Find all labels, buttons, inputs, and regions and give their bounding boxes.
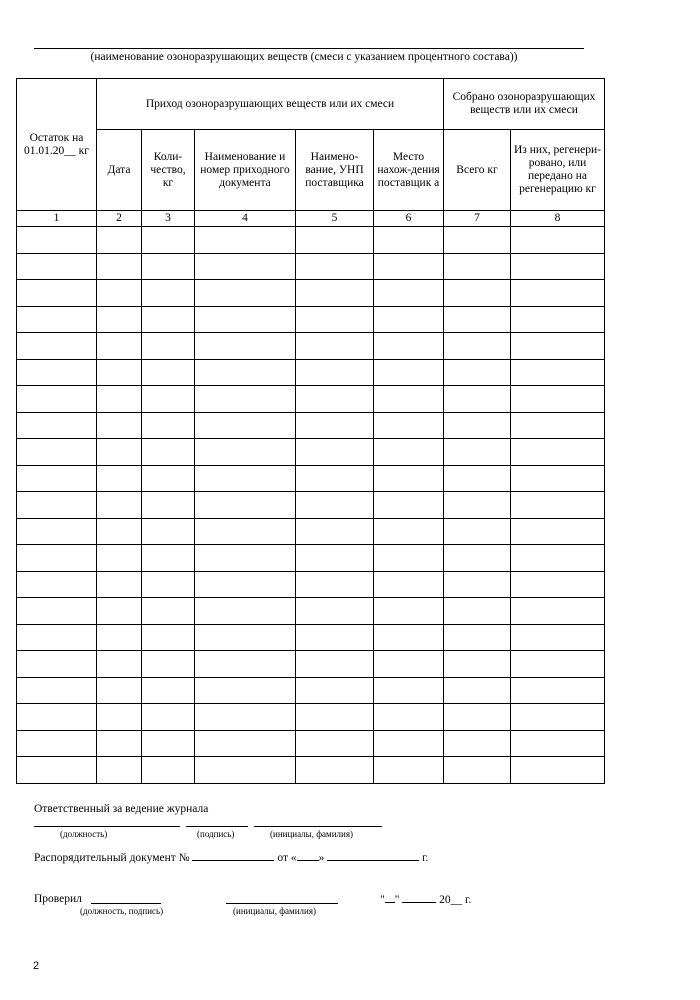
table-cell[interactable] [296, 651, 374, 678]
header-income-group: Приход озоноразрушающих веществ или их смеси [97, 79, 444, 130]
table-row [17, 227, 605, 254]
table-cell[interactable] [142, 624, 195, 651]
table-cell[interactable] [97, 253, 142, 280]
table-cell[interactable] [195, 386, 296, 413]
substance-name-line [34, 48, 584, 49]
table-row [17, 439, 605, 466]
initials-caption: (инициалы, фамилия) [270, 829, 353, 839]
table-cell[interactable] [142, 757, 195, 784]
table-row [17, 359, 605, 386]
table-cell[interactable] [374, 465, 444, 492]
table-cell[interactable] [511, 651, 605, 678]
table-cell[interactable] [142, 227, 195, 254]
table-cell[interactable] [195, 518, 296, 545]
table-cell[interactable] [511, 306, 605, 333]
table-cell[interactable] [97, 651, 142, 678]
table-cell[interactable] [195, 545, 296, 572]
table-cell[interactable] [511, 492, 605, 519]
table-cell[interactable] [142, 677, 195, 704]
column-number: 7 [444, 211, 511, 227]
table-cell[interactable] [97, 439, 142, 466]
table-cell[interactable] [444, 492, 511, 519]
table-cell[interactable] [511, 439, 605, 466]
table-cell[interactable] [296, 704, 374, 731]
table-cell[interactable] [142, 518, 195, 545]
table-cell[interactable] [511, 545, 605, 572]
order-from-label: от « [277, 852, 297, 864]
table-cell[interactable] [374, 386, 444, 413]
date-open-quote: " [380, 894, 385, 906]
table-cell[interactable] [97, 598, 142, 625]
table-cell[interactable] [17, 333, 97, 360]
table-cell[interactable] [374, 651, 444, 678]
table-row [17, 704, 605, 731]
table-cell[interactable] [511, 624, 605, 651]
table-cell[interactable] [511, 598, 605, 625]
table-cell[interactable] [444, 333, 511, 360]
table-cell[interactable] [17, 624, 97, 651]
header-regenerated: Из них, регенери-ровано, или передано на регенерацию кг [511, 130, 605, 211]
table-cell[interactable] [444, 624, 511, 651]
table-cell[interactable] [195, 227, 296, 254]
table-cell[interactable] [195, 280, 296, 307]
table-cell[interactable] [511, 280, 605, 307]
header-quantity: Коли-чество, кг [142, 130, 195, 211]
position-caption: (должность) [60, 829, 108, 839]
table-cell[interactable] [195, 730, 296, 757]
table-cell[interactable] [374, 677, 444, 704]
table-cell[interactable] [374, 306, 444, 333]
header-total: Всего кг [444, 130, 511, 211]
table-cell[interactable] [511, 571, 605, 598]
table-row [17, 465, 605, 492]
table-cell[interactable] [142, 439, 195, 466]
table-cell[interactable] [17, 598, 97, 625]
date-close-quote: " [394, 894, 400, 906]
table-cell[interactable] [195, 757, 296, 784]
table-cell[interactable] [97, 677, 142, 704]
order-number-blank[interactable] [192, 850, 274, 861]
table-cell[interactable] [296, 545, 374, 572]
table-cell[interactable] [374, 598, 444, 625]
table-cell[interactable] [296, 624, 374, 651]
column-number: 5 [296, 211, 374, 227]
table-cell[interactable] [374, 624, 444, 651]
table-cell[interactable] [195, 492, 296, 519]
table-cell[interactable] [195, 359, 296, 386]
table-cell[interactable] [374, 412, 444, 439]
header-date: Дата [97, 130, 142, 211]
table-cell[interactable] [142, 465, 195, 492]
table-cell[interactable] [17, 386, 97, 413]
table-cell[interactable] [142, 359, 195, 386]
table-cell[interactable] [511, 704, 605, 731]
table-cell[interactable] [511, 359, 605, 386]
table-cell[interactable] [444, 412, 511, 439]
position-blank[interactable] [34, 816, 180, 827]
table-cell[interactable] [444, 704, 511, 731]
table-cell[interactable] [296, 492, 374, 519]
responsible-label: Ответственный за ведение журнала [34, 803, 209, 815]
table-row [17, 651, 605, 678]
table-cell[interactable] [374, 545, 444, 572]
table-cell[interactable] [17, 651, 97, 678]
table-cell[interactable] [444, 730, 511, 757]
table-cell[interactable] [97, 306, 142, 333]
table-cell[interactable] [444, 571, 511, 598]
table-cell[interactable] [444, 677, 511, 704]
table-row [17, 412, 605, 439]
column-number: 2 [97, 211, 142, 227]
table-cell[interactable] [296, 757, 374, 784]
table-cell[interactable] [296, 412, 374, 439]
table-cell[interactable] [195, 704, 296, 731]
table-cell[interactable] [17, 412, 97, 439]
column-number: 3 [142, 211, 195, 227]
table-cell[interactable] [511, 227, 605, 254]
table-cell[interactable] [97, 465, 142, 492]
table-cell[interactable] [296, 280, 374, 307]
table-cell[interactable] [296, 598, 374, 625]
table-row [17, 730, 605, 757]
table-cell[interactable] [17, 677, 97, 704]
table-cell[interactable] [511, 412, 605, 439]
checked-initials-blank[interactable] [226, 893, 338, 904]
table-cell[interactable] [97, 704, 142, 731]
table-cell[interactable] [374, 333, 444, 360]
table-cell[interactable] [444, 359, 511, 386]
table-cell[interactable] [142, 253, 195, 280]
header-collected-group: Собрано озоноразрушающих веществ или их смеси [444, 79, 605, 130]
column-numbers-row [17, 211, 605, 227]
table-cell[interactable] [17, 280, 97, 307]
table-row [17, 492, 605, 519]
table-cell[interactable] [97, 730, 142, 757]
table-cell[interactable] [374, 571, 444, 598]
table-cell[interactable] [511, 677, 605, 704]
table-cell[interactable] [296, 333, 374, 360]
table-cell[interactable] [97, 518, 142, 545]
table-cell[interactable] [142, 545, 195, 572]
table-cell[interactable] [142, 704, 195, 731]
table-cell[interactable] [444, 757, 511, 784]
table-cell[interactable] [195, 651, 296, 678]
header-location: Место нахож-дения поставщик а [374, 130, 444, 211]
table-cell[interactable] [17, 306, 97, 333]
table-cell[interactable] [296, 359, 374, 386]
table-cell[interactable] [374, 439, 444, 466]
table-cell[interactable] [17, 730, 97, 757]
table-cell[interactable] [17, 227, 97, 254]
table-cell[interactable] [444, 598, 511, 625]
table-row [17, 386, 605, 413]
order-day-blank[interactable] [297, 850, 319, 861]
table-row [17, 598, 605, 625]
table-cell[interactable] [97, 412, 142, 439]
table-cell[interactable] [17, 545, 97, 572]
table-cell[interactable] [142, 571, 195, 598]
column-number: 4 [195, 211, 296, 227]
table-cell[interactable] [511, 253, 605, 280]
table-cell[interactable] [374, 492, 444, 519]
table-cell[interactable] [374, 359, 444, 386]
table-cell[interactable] [97, 624, 142, 651]
table-row [17, 280, 605, 307]
table-cell[interactable] [195, 333, 296, 360]
table-cell[interactable] [97, 359, 142, 386]
checked-initials-caption: (инициалы, фамилия) [233, 906, 316, 916]
table-row [17, 333, 605, 360]
table-cell[interactable] [444, 465, 511, 492]
checked-label: Проверил [34, 893, 82, 905]
table-row [17, 757, 605, 784]
table-cell[interactable] [97, 227, 142, 254]
order-document-label: Распорядительный документ № [34, 852, 190, 864]
table-cell[interactable] [17, 704, 97, 731]
table-cell[interactable] [374, 757, 444, 784]
table-cell[interactable] [296, 439, 374, 466]
table-cell[interactable] [97, 571, 142, 598]
table-cell[interactable] [511, 386, 605, 413]
journal-table [16, 78, 605, 784]
table-cell[interactable] [444, 518, 511, 545]
table-cell[interactable] [97, 333, 142, 360]
table-cell[interactable] [97, 492, 142, 519]
table-cell[interactable] [444, 386, 511, 413]
date-day-blank[interactable] [385, 892, 395, 903]
order-year-label: г. [422, 852, 429, 864]
table-row [17, 253, 605, 280]
order-document-line [34, 850, 428, 865]
table-cell[interactable] [195, 624, 296, 651]
table-cell[interactable] [97, 757, 142, 784]
table-cell[interactable] [17, 439, 97, 466]
page-number: 2 [33, 960, 40, 972]
header-document: Наименование и номер приходного документа [195, 130, 296, 211]
table-cell[interactable] [374, 730, 444, 757]
table-cell[interactable] [195, 571, 296, 598]
table-cell[interactable] [17, 465, 97, 492]
checked-position-caption: (должность, подпись) [80, 906, 164, 916]
table-cell[interactable] [296, 253, 374, 280]
table-cell[interactable] [97, 280, 142, 307]
table-cell[interactable] [142, 492, 195, 519]
table-cell[interactable] [296, 730, 374, 757]
table-cell[interactable] [296, 465, 374, 492]
table-row [17, 545, 605, 572]
table-cell[interactable] [374, 704, 444, 731]
column-number: 6 [374, 211, 444, 227]
header-balance: Остаток на 01.01.20__ кг [17, 79, 97, 211]
table-row [17, 571, 605, 598]
table-cell[interactable] [296, 677, 374, 704]
table-row [17, 624, 605, 651]
table-cell[interactable] [97, 545, 142, 572]
table-cell[interactable] [142, 730, 195, 757]
table-cell[interactable] [195, 677, 296, 704]
initials-blank[interactable] [254, 816, 382, 827]
table-cell[interactable] [142, 412, 195, 439]
date-year-label: 20__ г. [439, 894, 472, 906]
table-cell[interactable] [444, 545, 511, 572]
table-cell[interactable] [296, 518, 374, 545]
table-cell[interactable] [142, 306, 195, 333]
table-cell[interactable] [142, 280, 195, 307]
table-cell[interactable] [444, 651, 511, 678]
table-cell[interactable] [195, 465, 296, 492]
header-supplier: Наимено-вание, УНП поставщика [296, 130, 374, 211]
table-cell[interactable] [142, 651, 195, 678]
table-cell[interactable] [195, 439, 296, 466]
table-cell[interactable] [444, 280, 511, 307]
table-cell[interactable] [142, 386, 195, 413]
table-cell[interactable] [17, 359, 97, 386]
table-cell[interactable] [511, 757, 605, 784]
table-cell[interactable] [374, 280, 444, 307]
table-cell[interactable] [17, 253, 97, 280]
table-cell[interactable] [511, 730, 605, 757]
table-cell[interactable] [97, 386, 142, 413]
order-close-quote: » [318, 852, 325, 864]
signature-caption: (подпись) [197, 829, 235, 839]
column-number: 1 [17, 211, 97, 227]
table-row [17, 518, 605, 545]
table-cell[interactable] [374, 518, 444, 545]
table-cell[interactable] [296, 386, 374, 413]
table-cell[interactable] [296, 571, 374, 598]
table-cell[interactable] [17, 757, 97, 784]
table-cell[interactable] [142, 333, 195, 360]
table-cell[interactable] [296, 227, 374, 254]
table-cell[interactable] [142, 598, 195, 625]
table-cell[interactable] [296, 306, 374, 333]
table-cell[interactable] [511, 518, 605, 545]
checked-date-line [380, 892, 471, 907]
table-cell[interactable] [444, 227, 511, 254]
table-cell[interactable] [195, 412, 296, 439]
table-cell[interactable] [511, 333, 605, 360]
table-cell[interactable] [17, 518, 97, 545]
table-cell[interactable] [511, 465, 605, 492]
order-month-blank[interactable] [327, 850, 419, 861]
column-number: 8 [511, 211, 605, 227]
table-cell[interactable] [195, 306, 296, 333]
table-cell[interactable] [195, 253, 296, 280]
table-row [17, 306, 605, 333]
substance-caption: (наименование озоноразрушающих веществ (смеси с указанием процентного состава)) [90, 51, 518, 63]
table-cell[interactable] [444, 253, 511, 280]
table-cell[interactable] [374, 227, 444, 254]
table-cell[interactable] [195, 598, 296, 625]
table-cell[interactable] [444, 306, 511, 333]
table-cell[interactable] [17, 492, 97, 519]
checked-position-blank[interactable] [91, 893, 161, 904]
table-cell[interactable] [17, 571, 97, 598]
signature-blank[interactable] [186, 816, 248, 827]
table-cell[interactable] [374, 253, 444, 280]
table-row [17, 677, 605, 704]
date-month-blank[interactable] [402, 892, 436, 903]
table-cell[interactable] [444, 439, 511, 466]
